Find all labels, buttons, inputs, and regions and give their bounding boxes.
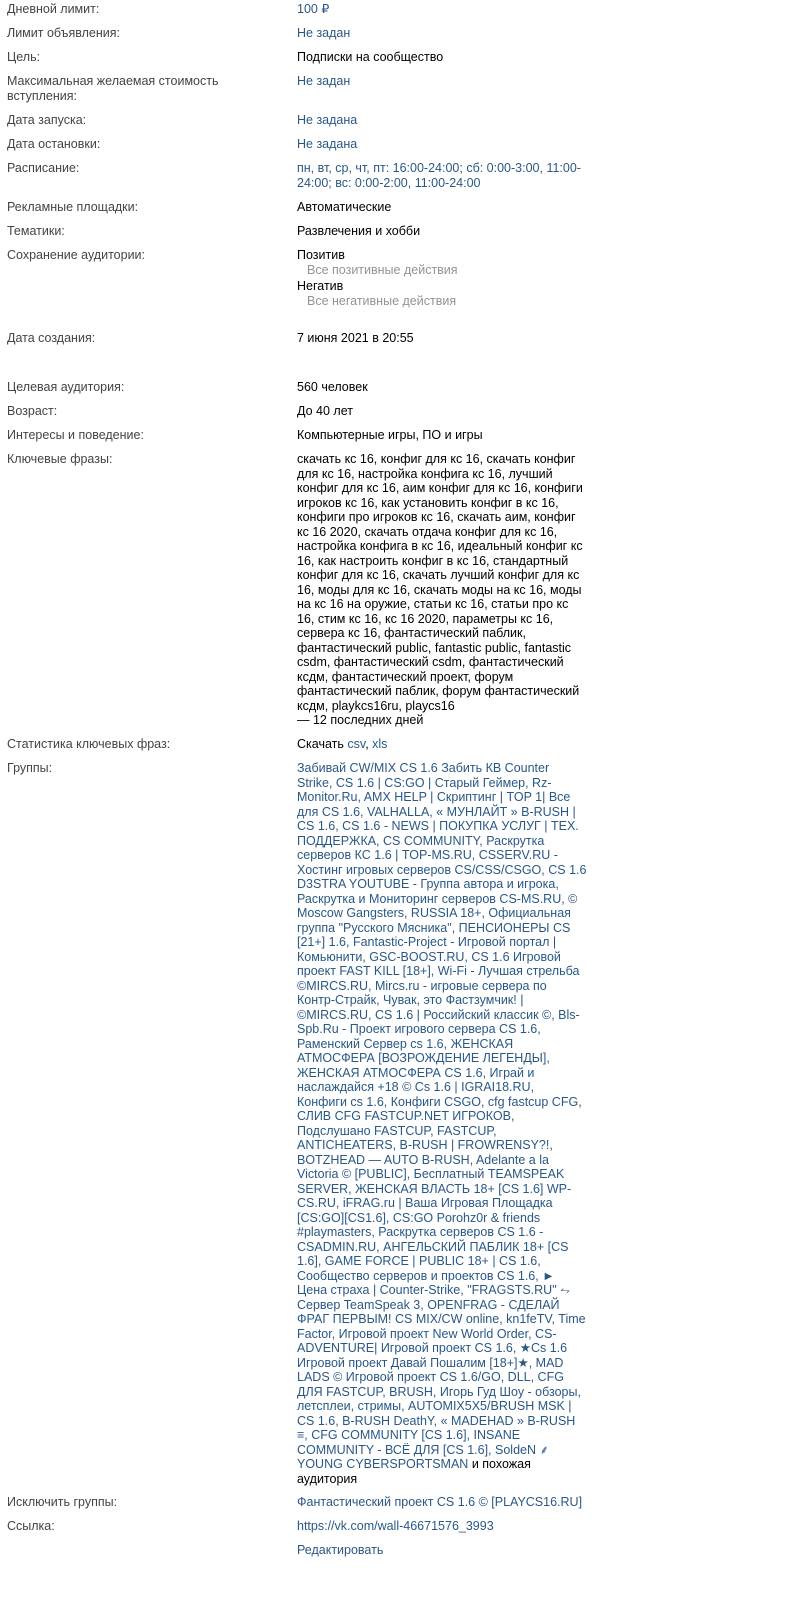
start-date-label: Дата запуска:	[7, 113, 87, 127]
stop-date-value[interactable]: Не задана	[297, 137, 358, 151]
age-value: До 40 лет	[297, 404, 353, 418]
ad-limit-label: Лимит объявления:	[7, 26, 120, 40]
edit-link[interactable]: Редактировать	[297, 1543, 384, 1557]
created-label: Дата создания:	[7, 331, 96, 345]
link-label: Ссылка:	[7, 1519, 55, 1533]
topics-label: Тематики:	[7, 224, 65, 238]
groups-suffix: и похожая аудитория	[297, 1457, 531, 1486]
platforms-label: Рекламные площадки:	[7, 200, 139, 214]
daily-limit-label: Дневной лимит:	[7, 2, 100, 16]
keywords-period: — 12 последних дней	[297, 713, 424, 727]
keyword-stats-value	[297, 737, 587, 752]
audience-positive: Позитив	[297, 248, 345, 262]
audience-save-label: Сохранение аудитории:	[7, 248, 146, 262]
keywords-label: Ключевые фразы:	[7, 452, 113, 466]
keyword-stats-label: Статистика ключевых фраз:	[7, 737, 171, 751]
exclude-groups-label: Исключить группы:	[7, 1495, 118, 1509]
groups-list[interactable]: Забивай CW/MIX CS 1.6 Забить КВ Counter Strike, CS 1.6 | CS:GO | Старый Геймер, Rz-Monitor.Ru, AMX HELP | Скриптинг | TOP 1| Все для CS 1.6, VALHALLA, « МУНЛАЙТ » B-RUSH | CS 1.6, CS 1.6 - NEWS | ПОКУПКА УСЛУГ | ТЕХ. ПОДДЕРЖКА, CS COMMUNITY, Раскрутка серверов КС 1.6 | TOP-MS.RU, CSSERV.RU - Хостинг игровых серверов CS/CSS/CSGO, CS 1.6 D3STRA YOUTUBE - Группа автора и игрока, Раскрутка и Мониторинг серверов CS-MS.RU, © Moscow Gangsters, RUSSIA 18+, Официальная группа "Русского Мясника", ПЕНСИОНЕРЫ CS [21+] 1.6, Fantastic-Project - Игровой портал | Комьюнити, GSC-BOOST.RU, CS 1.6 Игровой проект FAST KILL [18+], Wi-Fi - Лучшая стрельба ©MIRCS.RU, Mircs.ru - игровые сервера по Контр-Страйк, Чувак, это Фастзумчик! | ©MIRCS.RU, CS 1.6 | Российский классик ©, Bls-Spb.Ru - Проект игрового сервера CS 1.6, Раменский Сервер cs 1.6, ЖЕНСКАЯ АТМОСФЕРА [ВОЗРОЖДЕНИЕ ЛЕГЕНДЫ], ЖЕНСКАЯ АТМОСФЕРА CS 1.6, Играй и наслаждайся +18 © Cs 1.6 | IGRAI18.RU, Конфиги cs 1.6, Конфиги CSGO, cfg fastcup CFG, СЛИВ CFG FASTCUP.NET ИГРОКОВ, Подслушано FASTCUP, FASTCUP, ANTICHEATERS, B-RUSH | FROWRENSY?!, BOTZHEAD — AUTO B-RUSH, Adelante a la Victoria © [PUBLIC], Бесплатный TEAMSPEAK SERVER, ЖЕНСКАЯ ВЛАСТЬ 18+ [CS 1.6] WP-CS.RU, iFRAG.ru | Ваша Игровая Площадка [CS:GO][CS1.6], CS:GO Porohz0r & friends #playmasters, Раскрутка серверов CS 1.6 - CSADMIN.RU, АНГЕЛЬСКИЙ ПАБЛИК 18+ [CS 1.6], GAME FORCE | PUBLIC 18+ | CS 1.6, Сообщество серверов и проектов CS 1.6, ► Цена страха | Counter-Strike, "FRAGSTS.RU" ⥊ Сервер TeamSpeak 3, OPENFRAG - СДЕЛАЙ ФРАГ ПЕРВЫМ! CS MIX/CW online, kn1feTV, Time Factor, Игровой проект New World Order, CS-ADVENTURE| Игровой проект CS 1.6, ★Cs 1.6 Игровой проект Давай Пошалим [18+]★, MAD LADS © Игровой проект CS 1.6/GO, DLL, CFG ДЛЯ FASTCUP, BRUSH, Игорь Гуд Шоу - обзоры, летсплеи, стримы, AUTOMIX5X5/BRUSH MSK | CS 1.6, B-RUSH DeathY, « MADEHAD » B-RUSH ≡, CFG COMMUNITY [CS 1.6], INSANE COMMUNITY - ВСЁ ДЛЯ [CS 1.6], SoldeN ⸙ YOUNG CYBERSPORTSMAN	[297, 761, 587, 1471]
audience-negative-sub: Все негативные действия	[307, 293, 457, 308]
download-separator: ,	[365, 737, 369, 751]
created-value: 7 июня 2021 в 20:55	[297, 331, 414, 345]
start-date-value[interactable]: Не задана	[297, 113, 358, 127]
keywords-value	[297, 452, 587, 728]
platforms-value: Автоматические	[297, 200, 392, 214]
download-csv-link[interactable]: csv	[347, 737, 366, 751]
interests-value: Компьютерные игры, ПО и игры	[297, 428, 483, 442]
exclude-groups-value[interactable]: Фантастический проект CS 1.6 © [PLAYCS16.RU]	[297, 1495, 583, 1509]
audience-negative: Негатив	[297, 279, 344, 293]
download-xls-link[interactable]: xls	[372, 737, 388, 751]
goal-value: Подписки на сообщество	[297, 50, 444, 64]
stop-date-label: Дата остановки:	[7, 137, 101, 151]
schedule-value[interactable]: пн, вт, ср, чт, пт: 16:00-24:00; сб: 0:00-3:00, 11:00-24:00; вс: 0:00-2:00, 11:00-24:00	[297, 161, 581, 190]
interests-label: Интересы и поведение:	[7, 428, 144, 442]
groups-value	[297, 761, 587, 1486]
age-label: Возраст:	[7, 404, 58, 418]
topics-value: Развлечения и хобби	[297, 224, 421, 238]
download-prefix: Скачать	[297, 737, 344, 751]
max-cost-label: Максимальная желаемая стоимость вступления:	[7, 74, 219, 103]
daily-limit-value[interactable]: 100 ₽	[297, 2, 330, 16]
max-cost-value[interactable]: Не задан	[297, 74, 351, 88]
schedule-label: Расписание:	[7, 161, 80, 175]
audience-positive-sub: Все позитивные действия	[307, 262, 458, 277]
keywords-text: скачать кс 16, конфиг для кс 16, скачать конфиг для кс 16, настройка конфига кс 16, лучший конфиг для кс 16, аим конфиг для кс 16, конфиги игроков кс 16, как установить конфиг в кс 16, конфиги про игроков кс 16, скачать аим, конфиг кс 16 2020, скачать отдача конфиг для кс 16, настройка конфига в кс 16, идеальный конфиг кс 16, как настроить конфиг в кс 16, стандартный конфиг для кс 16, скачать лучший конфиг для кс 16, моды для кс 16, скачать моды на кс 16, моды на кс 16 на оружие, статьи кс 16, статьи про кс 16, стим кс 16, кс 16 2020, параметры кс 16, сервера кс 16, фантастический паблик, фантастический public, fantastic public, fantastic csdm, фантастический csdm, фантастический ксдм, фантастический проект, форум фантастический паблик, форум фантастический ксдм, playkcs16ru, playcs16	[297, 452, 583, 713]
target-audience-label: Целевая аудитория:	[7, 380, 125, 394]
link-value[interactable]: https://vk.com/wall-46671576_3993	[297, 1519, 494, 1533]
goal-label: Цель:	[7, 50, 41, 64]
audience-save-value	[297, 248, 587, 308]
ad-limit-value[interactable]: Не задан	[297, 26, 351, 40]
target-audience-value: 560 человек	[297, 380, 368, 394]
groups-label: Группы:	[7, 761, 53, 775]
